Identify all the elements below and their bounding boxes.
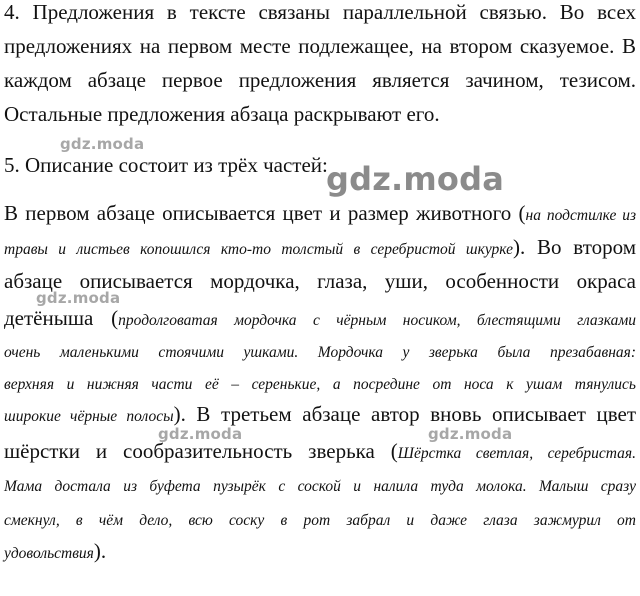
text-line xyxy=(4,340,636,365)
text-line xyxy=(4,306,636,333)
text-span: детёныша ( xyxy=(4,306,119,330)
watermark-logo: gdz.moda xyxy=(60,135,145,153)
example-italic: удовольствия xyxy=(4,545,94,562)
text-line xyxy=(4,402,636,429)
text-span: шёрстки и сообразительность зверька ( xyxy=(4,439,398,463)
text-line: 5. Описание состоит из трёх частей: xyxy=(4,153,328,177)
example-italic: верхняя и нижняя части её – серенькие, а посредине от носа к ушам тянулись xyxy=(4,376,636,393)
text-line: каждом абзаце первое предложения является зачином, тезисом. xyxy=(4,68,636,92)
text-line: 4. Предложения в тексте связаны параллельной связью. Во всех xyxy=(4,0,636,24)
text-line xyxy=(4,508,636,533)
text-line: абзаце описывается мордочка, глаза, уши, особенности окраса xyxy=(4,269,636,293)
text-span: В первом абзаце описывается цвет и размер животного ( xyxy=(4,201,526,225)
text-line xyxy=(4,474,636,499)
example-italic: продолговатая мордочка с чёрным носиком, блестящими глазками xyxy=(118,312,636,329)
example-italic: Шёрстка светлая, серебристая. xyxy=(397,445,636,462)
text-line xyxy=(4,235,636,262)
text-span: ). Во втором xyxy=(513,235,636,259)
text-line: Остальные предложения абзаца раскрывают его. xyxy=(4,102,440,126)
text-line xyxy=(4,539,636,566)
text-line xyxy=(4,201,636,228)
example-italic: на подстилке из xyxy=(525,207,636,224)
text-span: ). В третьем абзаце автор вновь описывает цвет xyxy=(173,402,636,426)
example-italic: травы и листьев копошился кто-то толстый в серебристой шкурке xyxy=(4,241,514,258)
watermark-logo: gdz.moda xyxy=(326,160,505,198)
example-italic: смекнул, в чём дело, всю соску в рот забрал и даже глаза зажмурил от xyxy=(4,512,636,529)
watermark-logo: gdz.moda xyxy=(158,425,243,443)
text-line xyxy=(4,372,636,397)
example-italic: широкие чёрные полосы xyxy=(4,408,174,425)
text-line xyxy=(4,439,636,466)
watermark-logo: gdz.moda xyxy=(428,425,513,443)
watermark-logo: gdz.moda xyxy=(36,289,121,307)
text-span: ). xyxy=(93,539,107,563)
example-italic: очень маленькими стоячими ушками. Мордочка у зверька была презабавная: xyxy=(4,344,636,361)
example-italic: Мама достала из буфета пузырёк с соской и налила туда молока. Малыш сразу xyxy=(4,478,636,495)
text-line: предложениях на первом месте подлежащее, на втором сказуемое. В xyxy=(4,34,636,58)
